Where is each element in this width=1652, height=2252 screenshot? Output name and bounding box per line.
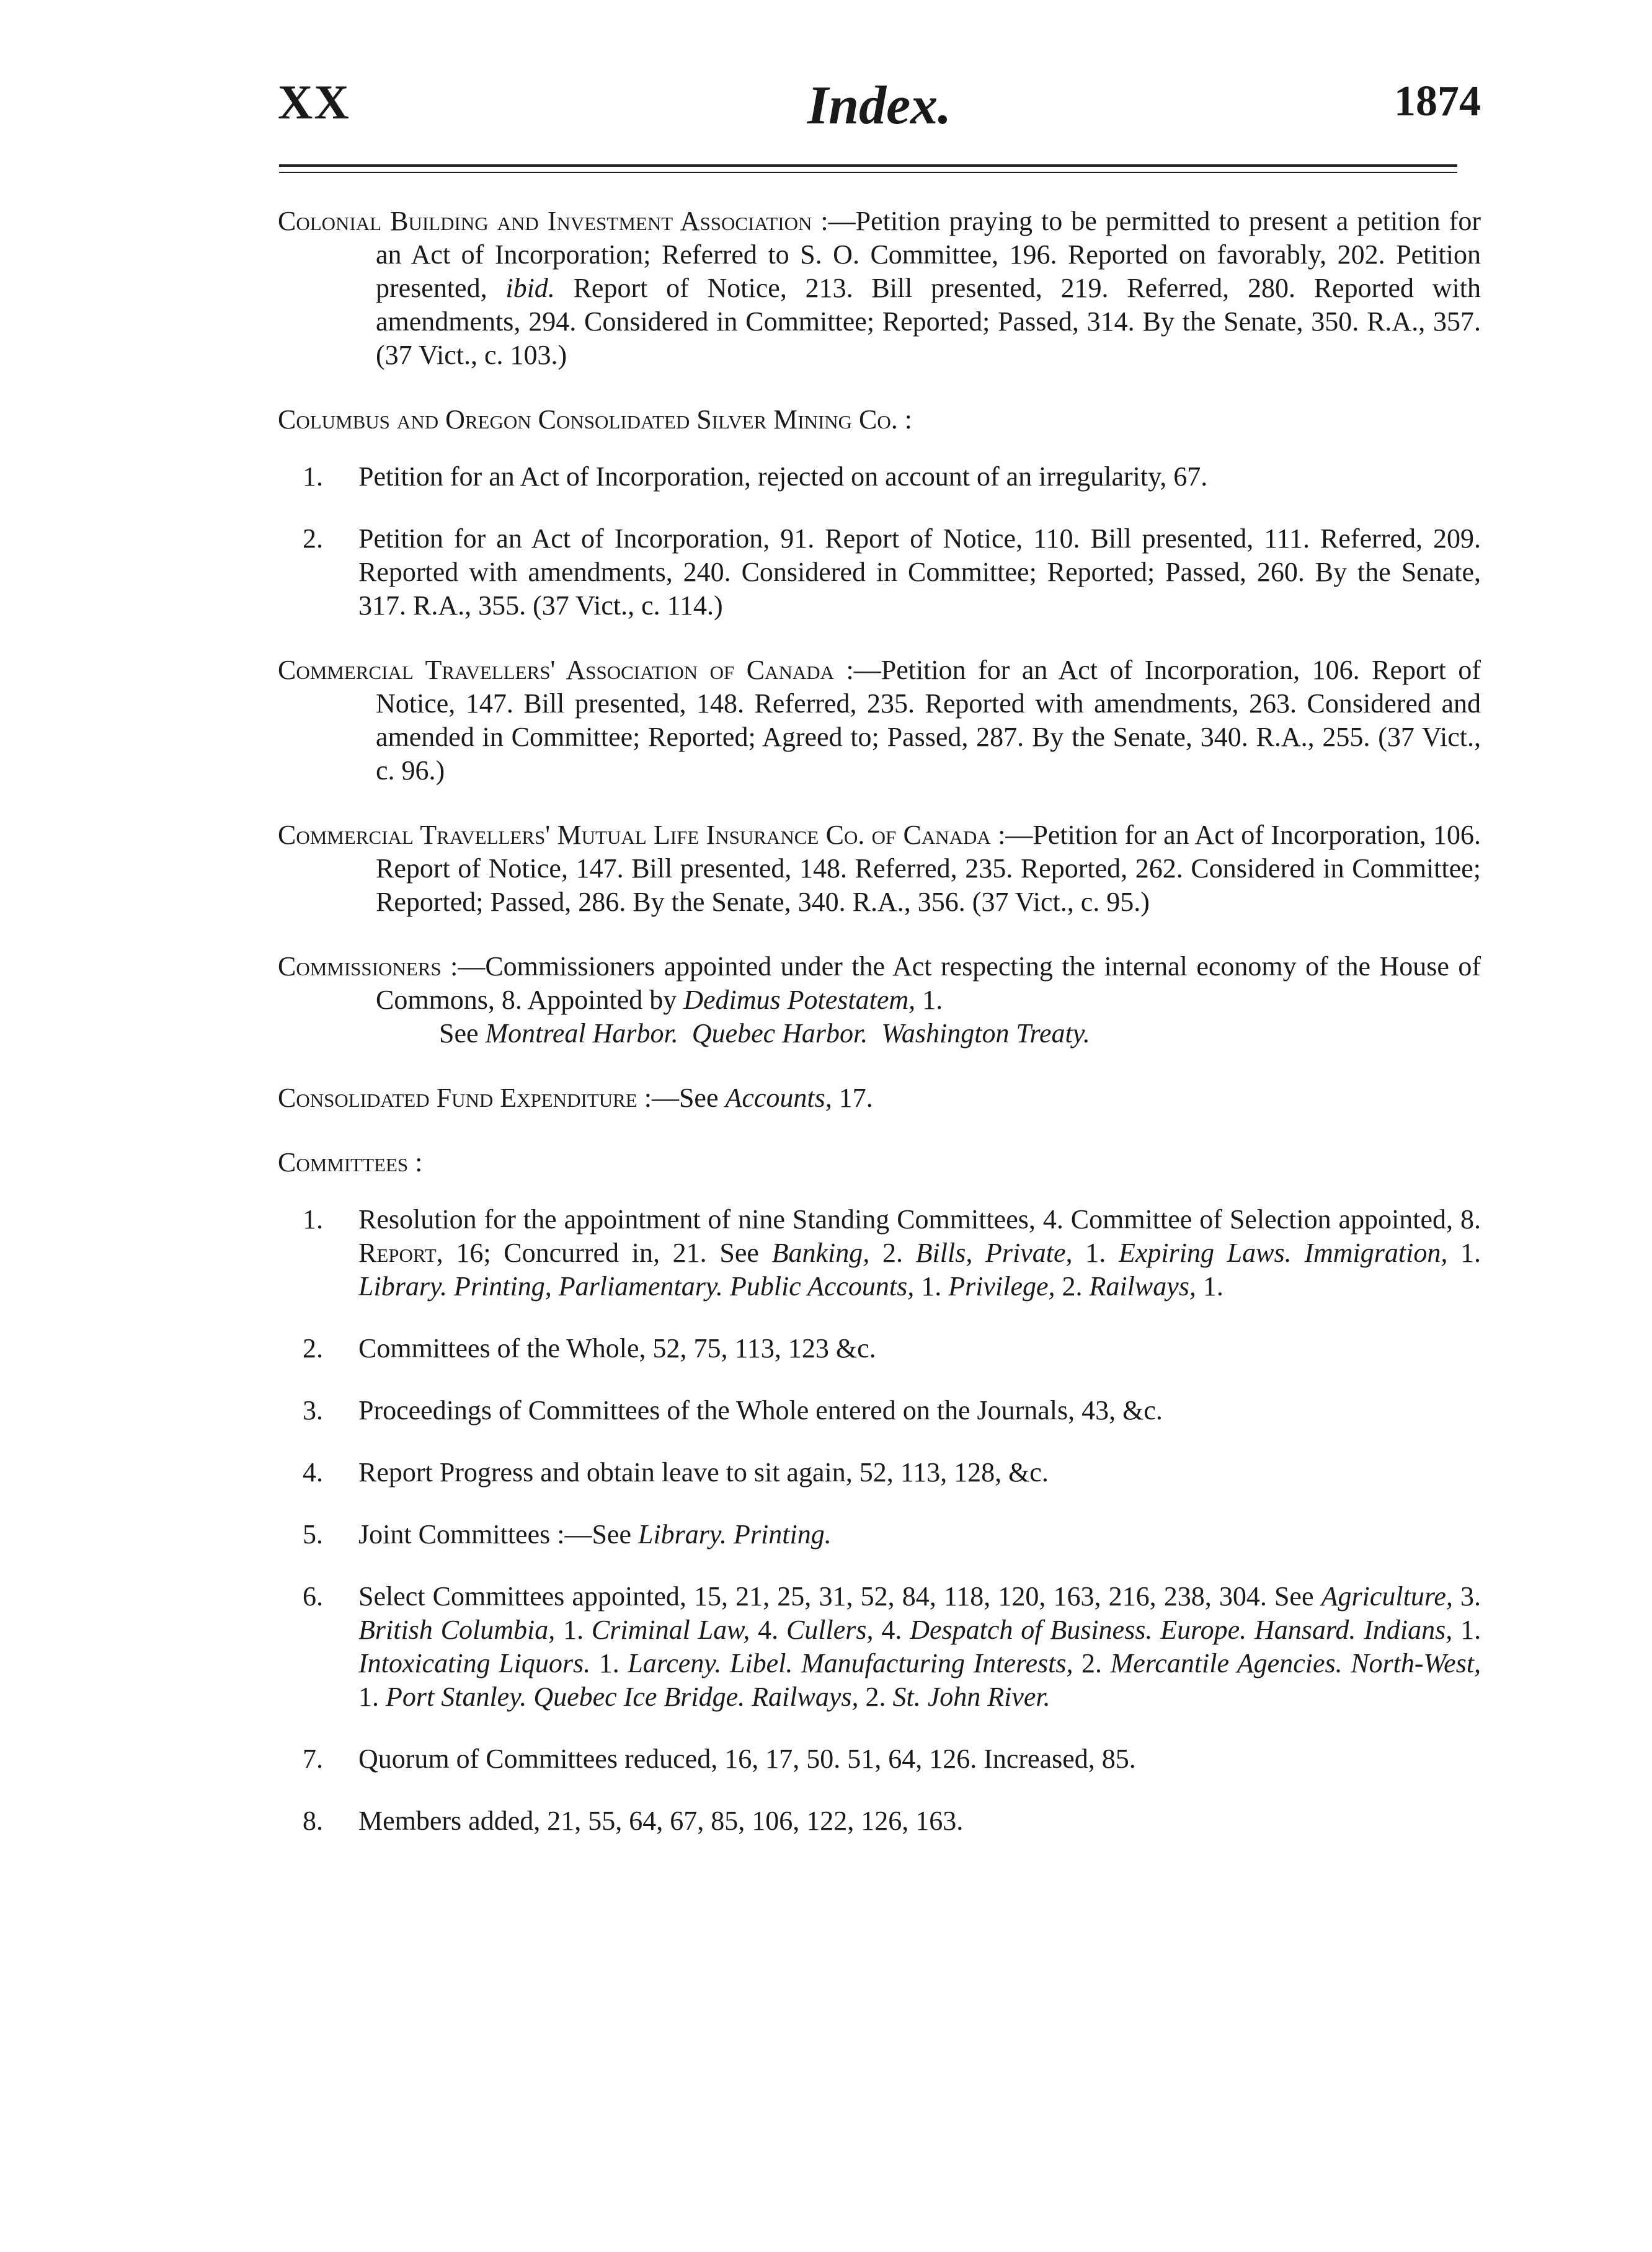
entry-paragraph xyxy=(278,654,1481,787)
item-text-run: Proceedings of Committees of the Whole entered on the Journals, 43, &c. xyxy=(358,1395,1163,1425)
entry-paragraph xyxy=(278,950,1481,1017)
entry-italic: Accounts, xyxy=(725,1083,832,1113)
entry-heading: Colonial Building and Investment Association xyxy=(278,206,812,236)
cross-reference: Europe. xyxy=(1160,1615,1247,1645)
entry-separator: :— xyxy=(834,655,881,685)
item-text xyxy=(358,1457,1049,1487)
item-text-run: 2. xyxy=(1073,1648,1111,1678)
item-text: Petition for an Act of Incorporation, 91. Report of Notice, 110. Bill presented, 111. Referred, 209. Reported with amendments, 240. Considered in Committee; Reported; Passed, 260. By the Senate, 317. R.A., 355. (37 Vict., c. 114.) xyxy=(358,523,1481,621)
entry-text: See xyxy=(678,1083,726,1113)
item-text-run xyxy=(727,1519,734,1549)
item-text xyxy=(358,1204,1481,1301)
cross-reference: Port Stanley. xyxy=(386,1682,527,1712)
item-text-run xyxy=(1292,1238,1305,1268)
cross-reference: Printing. xyxy=(734,1519,832,1549)
index-entry xyxy=(278,403,1481,623)
list-item xyxy=(278,1804,1481,1838)
item-text-run: Quorum of Committees reduced, 16, 17, 50. 51, 64, 126. Increased, 85. xyxy=(358,1744,1136,1774)
entry-separator: :— xyxy=(990,820,1033,850)
item-text-run xyxy=(793,1648,801,1678)
cross-reference: Despatch of Business. xyxy=(910,1615,1153,1645)
entry-paragraph xyxy=(278,818,1481,919)
entry-heading: Columbus and Oregon Consolidated Silver Mining Co. : xyxy=(278,404,913,435)
list-item xyxy=(278,522,1481,623)
item-text-run: 1. xyxy=(914,1271,949,1301)
entry-heading: Commercial Travellers' Mutual Life Insurance Co. of Canada xyxy=(278,820,991,850)
entry-sublist xyxy=(278,460,1481,623)
list-item xyxy=(278,1518,1481,1551)
entry-heading: Consolidated Fund Expenditure xyxy=(278,1083,637,1113)
cross-reference: Expiring Laws. xyxy=(1118,1238,1292,1268)
page-year: 1874 xyxy=(1394,78,1481,125)
item-text-run: 1. xyxy=(358,1682,386,1712)
cross-reference: North-West, xyxy=(1351,1648,1481,1678)
item-text xyxy=(358,1519,832,1549)
header-rule-thick xyxy=(279,164,1457,167)
item-text-run: 2. xyxy=(869,1238,916,1268)
item-number: 2. xyxy=(303,523,323,554)
item-number: 5. xyxy=(303,1519,323,1549)
item-text-run xyxy=(723,1271,730,1301)
item-number: 7. xyxy=(303,1744,323,1774)
item-text-run: , 16; Concurred in, 21. See xyxy=(436,1238,772,1268)
item-text-run: 1. xyxy=(1447,1238,1481,1268)
cross-reference: Quebec Ice Bridge. xyxy=(533,1682,745,1712)
cross-reference: Public Accounts, xyxy=(729,1271,915,1301)
list-item xyxy=(278,1580,1481,1714)
item-text-run xyxy=(1343,1648,1351,1678)
cross-reference: Library. xyxy=(637,1519,727,1549)
item-text: Petition for an Act of Incorporation, rejected on account of an irregularity, 67. xyxy=(358,461,1208,492)
cross-reference: Criminal Law, xyxy=(591,1615,750,1645)
cross-reference: Printing, Parliamentary. xyxy=(454,1271,723,1301)
header-rule-thin xyxy=(279,172,1457,173)
item-text xyxy=(358,1395,1163,1425)
committees-entry xyxy=(278,1146,1481,1838)
cross-reference: Cullers, xyxy=(786,1615,874,1645)
item-text-run xyxy=(745,1682,752,1712)
cross-reference: Libel. xyxy=(729,1648,793,1678)
item-text-run: 1. xyxy=(1452,1615,1481,1645)
item-text-run: 1. xyxy=(555,1615,592,1645)
entry-heading: Commercial Travellers' Association of Canada xyxy=(278,655,834,685)
entry-heading: Commissioners xyxy=(278,951,442,982)
item-text-run: 1. xyxy=(1196,1271,1223,1301)
item-number: 1. xyxy=(303,461,323,492)
item-text-run: Resolution for the appointment of nine Standing Committees, 4. Committee of Selection appointed, 8. xyxy=(358,1204,1481,1235)
item-text-run xyxy=(1152,1615,1160,1645)
cross-reference: Immigration, xyxy=(1304,1238,1448,1268)
item-text-run: 2. xyxy=(858,1682,893,1712)
entry-text-cont: Report of Notice, 213. Bill presented, 219. Referred, 280. Reported with amendments, 294. Considered in Committee; Reported; Passed, 314. By the Senate, 350. R.A., 357. (37 Vict., c. 103.) xyxy=(376,273,1481,370)
list-item xyxy=(278,1332,1481,1365)
item-number: 3. xyxy=(303,1395,323,1425)
item-text xyxy=(358,1333,876,1363)
entry-paragraph xyxy=(278,205,1481,372)
item-text-run xyxy=(721,1648,730,1678)
entry-separator: :— xyxy=(637,1083,679,1113)
list-item xyxy=(278,1203,1481,1303)
cross-reference: Railways, xyxy=(1089,1271,1196,1301)
item-text-run: Report xyxy=(358,1238,437,1268)
cross-reference: Manufacturing Interests, xyxy=(801,1648,1073,1678)
item-text-run xyxy=(1246,1615,1255,1645)
item-text xyxy=(358,1806,963,1836)
item-number: 2. xyxy=(303,1333,323,1363)
cross-reference: Indians, xyxy=(1364,1615,1453,1645)
cross-reference: Railways, xyxy=(752,1682,859,1712)
entry-heading: Committees : xyxy=(278,1147,423,1177)
item-text-run: Joint Committees :—See xyxy=(358,1519,638,1549)
index-entry xyxy=(278,205,1481,372)
entry-separator: :— xyxy=(812,206,856,236)
entry-text: Petition for an Act of Incorporation, 106. Report of Notice, 147. Bill presented, 148. Referred, 235. Reported with amendments, 263. Considered and amended in Committee; Reported; Agreed to; Passed, 287. By the Senate, 340. R.A., 255. (37 Vict., c. 96.) xyxy=(376,655,1481,786)
item-text xyxy=(358,1581,1481,1712)
item-text-run: Report Progress and obtain leave to sit again, 52, 113, 128, &c. xyxy=(358,1457,1049,1487)
item-text xyxy=(358,1744,1136,1774)
cross-reference: Library. xyxy=(358,1271,448,1301)
see-prefix: See xyxy=(439,1018,486,1048)
item-text-run: 4. xyxy=(750,1615,786,1645)
list-item xyxy=(278,1456,1481,1489)
index-content xyxy=(278,205,1481,1869)
cross-reference: Agriculture, xyxy=(1321,1581,1453,1611)
item-text-run: Committees of the Whole, 52, 75, 113, 123 &c. xyxy=(358,1333,876,1363)
list-item xyxy=(278,1742,1481,1776)
cross-reference: Banking, xyxy=(771,1238,870,1268)
cross-reference: Bills, Private, xyxy=(915,1238,1073,1268)
item-text-run xyxy=(526,1682,533,1712)
entry-text: Petition for an Act of Incorporation, 106. Report of Notice, 147. Bill presented, 148. Referred, 235. Reported, 262. Considered in Committee; Reported; Passed, 286. By the Senate, 340. R.A., 356. (37 Vict., c. 95.) xyxy=(376,820,1481,917)
item-text-run: 1. xyxy=(590,1648,628,1678)
index-entry xyxy=(278,1081,1481,1115)
item-number: 1. xyxy=(303,1204,323,1235)
item-text-run: 4. xyxy=(873,1615,910,1645)
page-header xyxy=(278,74,1481,143)
item-text-run: 1. xyxy=(1072,1238,1119,1268)
entry-text-cont: 1. xyxy=(915,985,943,1015)
entry-text-cont: 17. xyxy=(832,1083,873,1113)
see-ref: Montreal Harbor. xyxy=(485,1018,678,1048)
see-ref: Quebec Harbor. xyxy=(691,1018,868,1048)
item-text-run xyxy=(1356,1615,1364,1645)
item-text-run: Select Committees appointed, 15, 21, 25, 31, 52, 84, 118, 120, 163, 216, 238, 304. See xyxy=(358,1581,1321,1611)
cross-reference: British Columbia, xyxy=(358,1615,556,1645)
entry-separator: :— xyxy=(441,951,486,982)
cross-reference: Larceny. xyxy=(628,1648,722,1678)
index-entry xyxy=(278,818,1481,919)
item-text-run: 3. xyxy=(1452,1581,1481,1611)
cross-reference: Mercantile Agencies. xyxy=(1110,1648,1343,1678)
page-number-roman: XX xyxy=(278,75,350,129)
page-title: Index. xyxy=(807,76,952,136)
cross-reference: Intoxicating Liquors. xyxy=(358,1648,591,1678)
index-entry xyxy=(278,654,1481,787)
entry-italic: Dedimus Potestatem, xyxy=(683,985,916,1015)
item-text-run: 2. xyxy=(1055,1271,1090,1301)
entry-italic: ibid. xyxy=(505,273,555,303)
see-also-line xyxy=(278,1017,1481,1050)
index-entry xyxy=(278,950,1481,1050)
list-item xyxy=(278,460,1481,494)
item-number: 8. xyxy=(303,1806,323,1836)
item-text-run: Members added, 21, 55, 64, 67, 85, 106, 122, 126, 163. xyxy=(358,1806,964,1836)
item-number: 6. xyxy=(303,1581,323,1611)
entry-paragraph xyxy=(278,1081,1481,1115)
entry-text: Commissioners appointed under the Act respecting the internal economy of the House of Commons, 8. Appointed by xyxy=(376,951,1481,1015)
cross-reference: Hansard. xyxy=(1254,1615,1356,1645)
item-text-run xyxy=(447,1271,454,1301)
cross-reference: Privilege, xyxy=(948,1271,1055,1301)
item-number: 4. xyxy=(303,1457,323,1487)
list-item xyxy=(278,1394,1481,1427)
committees-list xyxy=(278,1203,1481,1838)
see-ref: Washington Treaty. xyxy=(881,1018,1090,1048)
entry-text: Petition praying to be permitted to present a petition for an Act of Incorporation; Referred to S. O. Committee, 196. Reported on favorably, 202. Petition presented, xyxy=(376,206,1481,303)
cross-reference: St. John River. xyxy=(892,1682,1050,1712)
